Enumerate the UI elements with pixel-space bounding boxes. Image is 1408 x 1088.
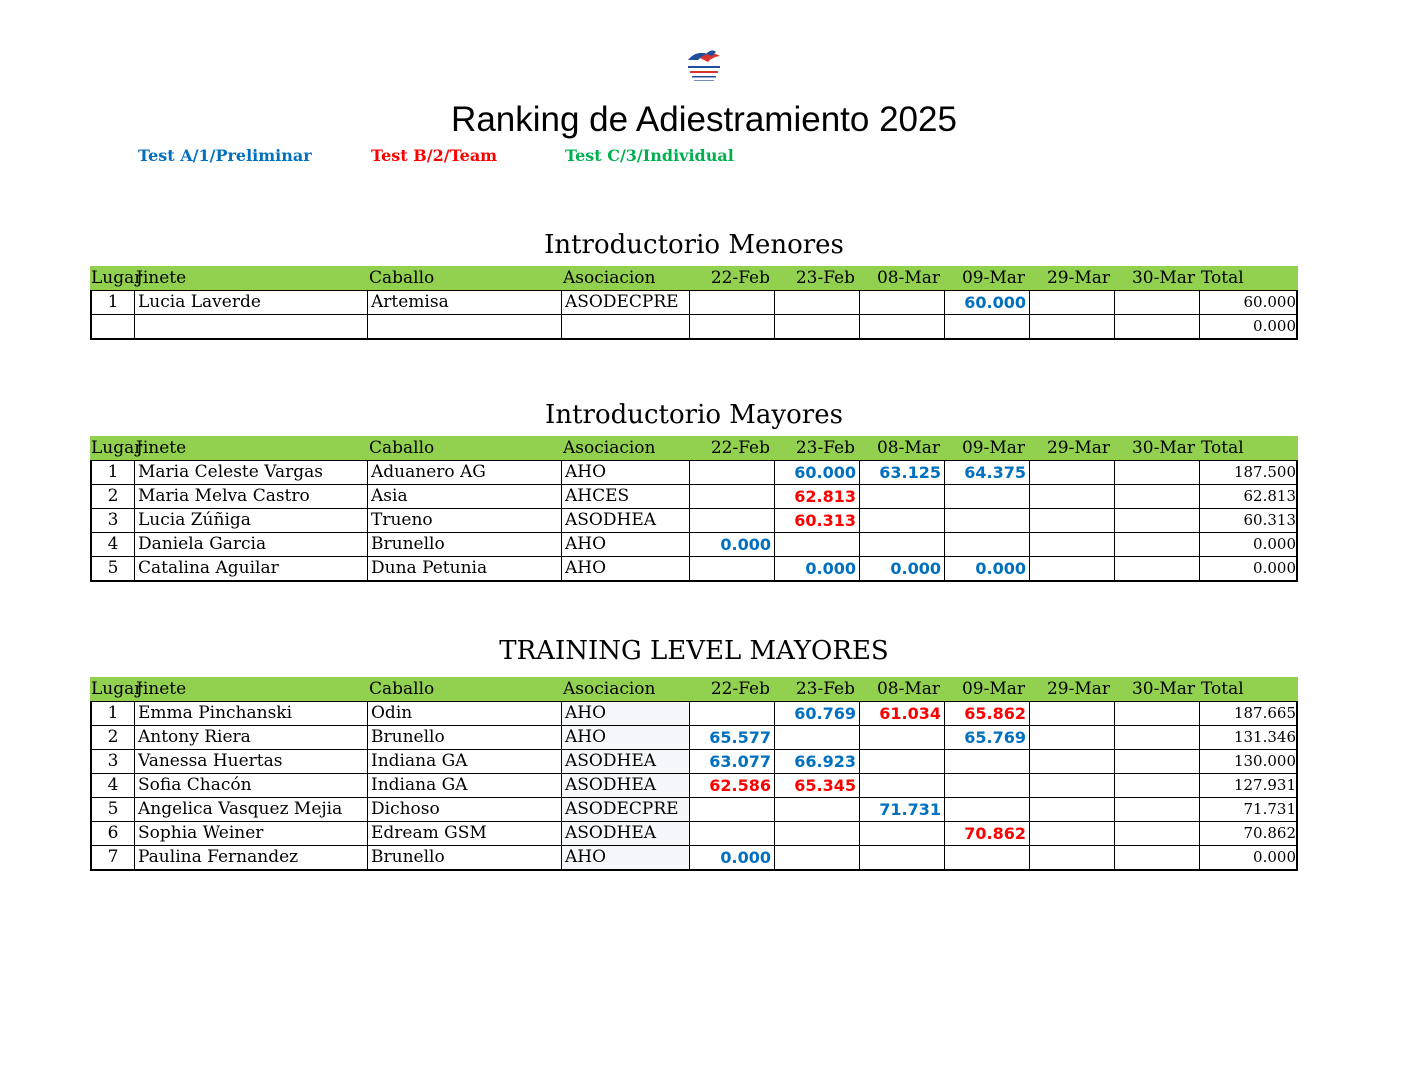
header-rider: Jinete [136, 268, 187, 288]
header-date: 22-Feb [710, 438, 770, 458]
cell-pos: 7 [92, 846, 135, 869]
table-row [92, 533, 1296, 557]
cell-total: 187.665 [1233, 704, 1296, 722]
cell-horse: Odin [368, 702, 562, 725]
cell-score [1030, 291, 1115, 314]
cell-score: 66.923 [775, 750, 860, 773]
cell-score [945, 846, 1030, 869]
cell-score: 62.813 [775, 485, 860, 508]
cell-total: 0.000 [1253, 317, 1296, 335]
cell-horse: Edream GSM [368, 822, 562, 845]
cell-rider: Antony Riera [135, 726, 368, 749]
cell-score: 61.034 [860, 702, 945, 725]
cell-horse: Brunello [368, 726, 562, 749]
cell-score [945, 750, 1030, 773]
header-rider: Jinete [136, 679, 187, 699]
cell-pos: 4 [92, 774, 135, 797]
cell-assoc: AHO [562, 702, 690, 725]
cell-score [690, 702, 775, 725]
cell-rider: Paulina Fernandez [135, 846, 368, 869]
header-date: 09-Mar [961, 438, 1025, 458]
cell-score: 0.000 [775, 557, 860, 580]
legend-test-a: Test A/1/Preliminar [138, 146, 312, 165]
cell-pos: 6 [92, 822, 135, 845]
cell-score: 0.000 [860, 557, 945, 580]
cell-total: 130.000 [1233, 752, 1296, 770]
header-assoc: Asociacion [563, 268, 656, 288]
header-date: 09-Mar [961, 268, 1025, 288]
cell-assoc: AHO [562, 846, 690, 869]
cell-horse: Asia [368, 485, 562, 508]
cell-score [1030, 533, 1115, 556]
header-pos: Lugar [91, 438, 143, 458]
cell-horse: Artemisa [368, 291, 562, 314]
header-date: 08-Mar [876, 679, 940, 699]
cell-total: 70.862 [1243, 824, 1296, 842]
federation-logo-icon [682, 48, 726, 86]
cell-assoc: ASODHEA [562, 750, 690, 773]
header-date: 23-Feb [795, 438, 855, 458]
cell-score: 65.862 [945, 702, 1030, 725]
table-row [92, 315, 1296, 338]
table-header [90, 677, 1298, 701]
cell-pos: 5 [92, 557, 135, 580]
ranking-table [90, 266, 1298, 340]
table-row [92, 726, 1296, 750]
cell-rider: Sophia Weiner [135, 822, 368, 845]
ranking-table [90, 677, 1298, 871]
cell-score [860, 509, 945, 532]
table-row [92, 846, 1296, 869]
cell-score: 0.000 [945, 557, 1030, 580]
cell-rider [135, 315, 368, 338]
header-total: Total [1201, 679, 1244, 699]
cell-pos: 5 [92, 798, 135, 821]
cell-score: 64.375 [945, 461, 1030, 484]
cell-total: 131.346 [1233, 728, 1296, 746]
header-date: 23-Feb [795, 679, 855, 699]
cell-rider: Catalina Aguilar [135, 557, 368, 580]
cell-score [1030, 726, 1115, 749]
cell-score [775, 315, 860, 338]
cell-score [860, 822, 945, 845]
cell-total: 127.931 [1233, 776, 1296, 794]
table-row [92, 774, 1296, 798]
table-row [92, 461, 1296, 485]
header-rider: Jinete [136, 438, 187, 458]
table-row [92, 702, 1296, 726]
cell-rider: Daniela Garcia [135, 533, 368, 556]
cell-pos: 3 [92, 750, 135, 773]
cell-score: 0.000 [690, 846, 775, 869]
cell-score [945, 485, 1030, 508]
cell-score [860, 774, 945, 797]
cell-rider: Sofia Chacón [135, 774, 368, 797]
cell-assoc: ASODHEA [562, 774, 690, 797]
cell-total: 62.813 [1243, 487, 1296, 505]
cell-pos: 1 [92, 291, 135, 314]
legend-test-c: Test C/3/Individual [565, 146, 734, 165]
cell-pos: 1 [92, 461, 135, 484]
cell-score [1115, 509, 1200, 532]
cell-horse: Brunello [368, 846, 562, 869]
cell-score [860, 291, 945, 314]
cell-assoc: ASODECPRE [562, 798, 690, 821]
header-date: 30-Mar [1131, 679, 1195, 699]
cell-horse: Indiana GA [368, 750, 562, 773]
header-date: 08-Mar [876, 268, 940, 288]
cell-score [1115, 750, 1200, 773]
page-title: Ranking de Adiestramiento 2025 [451, 100, 957, 139]
header-date: 08-Mar [876, 438, 940, 458]
cell-score [1115, 291, 1200, 314]
cell-score [945, 315, 1030, 338]
cell-score [860, 315, 945, 338]
section-title: TRAINING LEVEL MAYORES [499, 636, 889, 666]
cell-score [1115, 702, 1200, 725]
legend-test-b: Test B/2/Team [371, 146, 498, 165]
cell-score: 65.577 [690, 726, 775, 749]
cell-score [1030, 315, 1115, 338]
header-assoc: Asociacion [563, 438, 656, 458]
cell-pos: 4 [92, 533, 135, 556]
cell-assoc: AHO [562, 533, 690, 556]
cell-score [945, 509, 1030, 532]
cell-rider: Emma Pinchanski [135, 702, 368, 725]
cell-score [690, 557, 775, 580]
section-title: Introductorio Menores [544, 230, 844, 260]
cell-score: 0.000 [690, 533, 775, 556]
cell-score [860, 485, 945, 508]
cell-score [1030, 485, 1115, 508]
cell-pos: 1 [92, 702, 135, 725]
header-date: 30-Mar [1131, 268, 1195, 288]
cell-total: 60.000 [1243, 293, 1296, 311]
cell-score: 71.731 [860, 798, 945, 821]
table-row [92, 557, 1296, 580]
cell-score [1030, 557, 1115, 580]
cell-score [1030, 822, 1115, 845]
header-pos: Lugar [91, 679, 143, 699]
cell-score [1115, 774, 1200, 797]
section-title: Introductorio Mayores [545, 400, 843, 430]
header-date: 29-Mar [1046, 438, 1110, 458]
cell-horse: Aduanero AG [368, 461, 562, 484]
cell-score [1115, 461, 1200, 484]
cell-assoc: AHO [562, 461, 690, 484]
table-row [92, 750, 1296, 774]
cell-total: 187.500 [1233, 463, 1296, 481]
cell-score [860, 846, 945, 869]
table-row [92, 485, 1296, 509]
cell-score [775, 846, 860, 869]
cell-score [860, 750, 945, 773]
cell-score [690, 485, 775, 508]
cell-score: 60.769 [775, 702, 860, 725]
cell-score: 65.769 [945, 726, 1030, 749]
cell-score: 60.313 [775, 509, 860, 532]
cell-assoc: ASODHEA [562, 509, 690, 532]
header-horse: Caballo [369, 268, 435, 288]
cell-score: 60.000 [775, 461, 860, 484]
cell-assoc: ASODECPRE [562, 291, 690, 314]
cell-pos: 2 [92, 726, 135, 749]
cell-score [775, 798, 860, 821]
cell-score [690, 822, 775, 845]
cell-rider: Vanessa Huertas [135, 750, 368, 773]
cell-score: 70.862 [945, 822, 1030, 845]
cell-score [690, 291, 775, 314]
cell-total: 71.731 [1243, 800, 1296, 818]
cell-score: 60.000 [945, 291, 1030, 314]
cell-score [860, 533, 945, 556]
table-header [90, 436, 1298, 460]
table-row [92, 291, 1296, 315]
header-date: 23-Feb [795, 268, 855, 288]
table-body [90, 701, 1298, 871]
cell-rider: Angelica Vasquez Mejia [135, 798, 368, 821]
cell-score [1115, 557, 1200, 580]
cell-score [1030, 774, 1115, 797]
cell-assoc: AHCES [562, 485, 690, 508]
cell-horse [368, 315, 562, 338]
cell-score [945, 798, 1030, 821]
cell-score [690, 461, 775, 484]
cell-score [690, 509, 775, 532]
cell-score: 65.345 [775, 774, 860, 797]
cell-score [775, 291, 860, 314]
header-pos: Lugar [91, 268, 143, 288]
cell-total: 0.000 [1253, 559, 1296, 577]
cell-score [1030, 846, 1115, 869]
cell-total: 60.313 [1243, 511, 1296, 529]
cell-horse: Duna Petunia [368, 557, 562, 580]
table-body [90, 290, 1298, 340]
cell-assoc: ASODHEA [562, 822, 690, 845]
table-row [92, 509, 1296, 533]
ranking-table [90, 436, 1298, 582]
table-body [90, 460, 1298, 582]
header-horse: Caballo [369, 438, 435, 458]
cell-score [1115, 726, 1200, 749]
table-header [90, 266, 1298, 290]
header-date: 22-Feb [710, 268, 770, 288]
cell-score [690, 315, 775, 338]
table-row [92, 798, 1296, 822]
cell-score [1115, 485, 1200, 508]
header-total: Total [1201, 268, 1244, 288]
cell-score [690, 798, 775, 821]
cell-horse: Indiana GA [368, 774, 562, 797]
cell-score [1030, 750, 1115, 773]
cell-horse: Dichoso [368, 798, 562, 821]
cell-score [945, 774, 1030, 797]
cell-score [775, 726, 860, 749]
cell-score: 63.125 [860, 461, 945, 484]
cell-pos: 2 [92, 485, 135, 508]
cell-rider: Maria Celeste Vargas [135, 461, 368, 484]
cell-total: 0.000 [1253, 535, 1296, 553]
cell-total: 0.000 [1253, 848, 1296, 866]
cell-score [1115, 315, 1200, 338]
cell-rider: Lucia Zúñiga [135, 509, 368, 532]
cell-score: 63.077 [690, 750, 775, 773]
cell-score [1115, 798, 1200, 821]
cell-score [775, 822, 860, 845]
cell-score [775, 533, 860, 556]
header-date: 30-Mar [1131, 438, 1195, 458]
cell-horse: Brunello [368, 533, 562, 556]
cell-score [1115, 846, 1200, 869]
cell-score [1115, 533, 1200, 556]
cell-assoc: AHO [562, 557, 690, 580]
cell-horse: Trueno [368, 509, 562, 532]
cell-score [1115, 822, 1200, 845]
header-date: 09-Mar [961, 679, 1025, 699]
cell-pos [92, 315, 135, 338]
header-horse: Caballo [369, 679, 435, 699]
cell-pos: 3 [92, 509, 135, 532]
cell-score: 62.586 [690, 774, 775, 797]
table-row [92, 822, 1296, 846]
cell-assoc [562, 315, 690, 338]
cell-score [1030, 461, 1115, 484]
header-date: 22-Feb [710, 679, 770, 699]
cell-score [945, 533, 1030, 556]
cell-score [1030, 702, 1115, 725]
header-assoc: Asociacion [563, 679, 656, 699]
header-date: 29-Mar [1046, 268, 1110, 288]
cell-rider: Lucia Laverde [135, 291, 368, 314]
header-date: 29-Mar [1046, 679, 1110, 699]
cell-rider: Maria Melva Castro [135, 485, 368, 508]
cell-score [860, 726, 945, 749]
cell-score [1030, 798, 1115, 821]
cell-assoc: AHO [562, 726, 690, 749]
cell-score [1030, 509, 1115, 532]
header-total: Total [1201, 438, 1244, 458]
